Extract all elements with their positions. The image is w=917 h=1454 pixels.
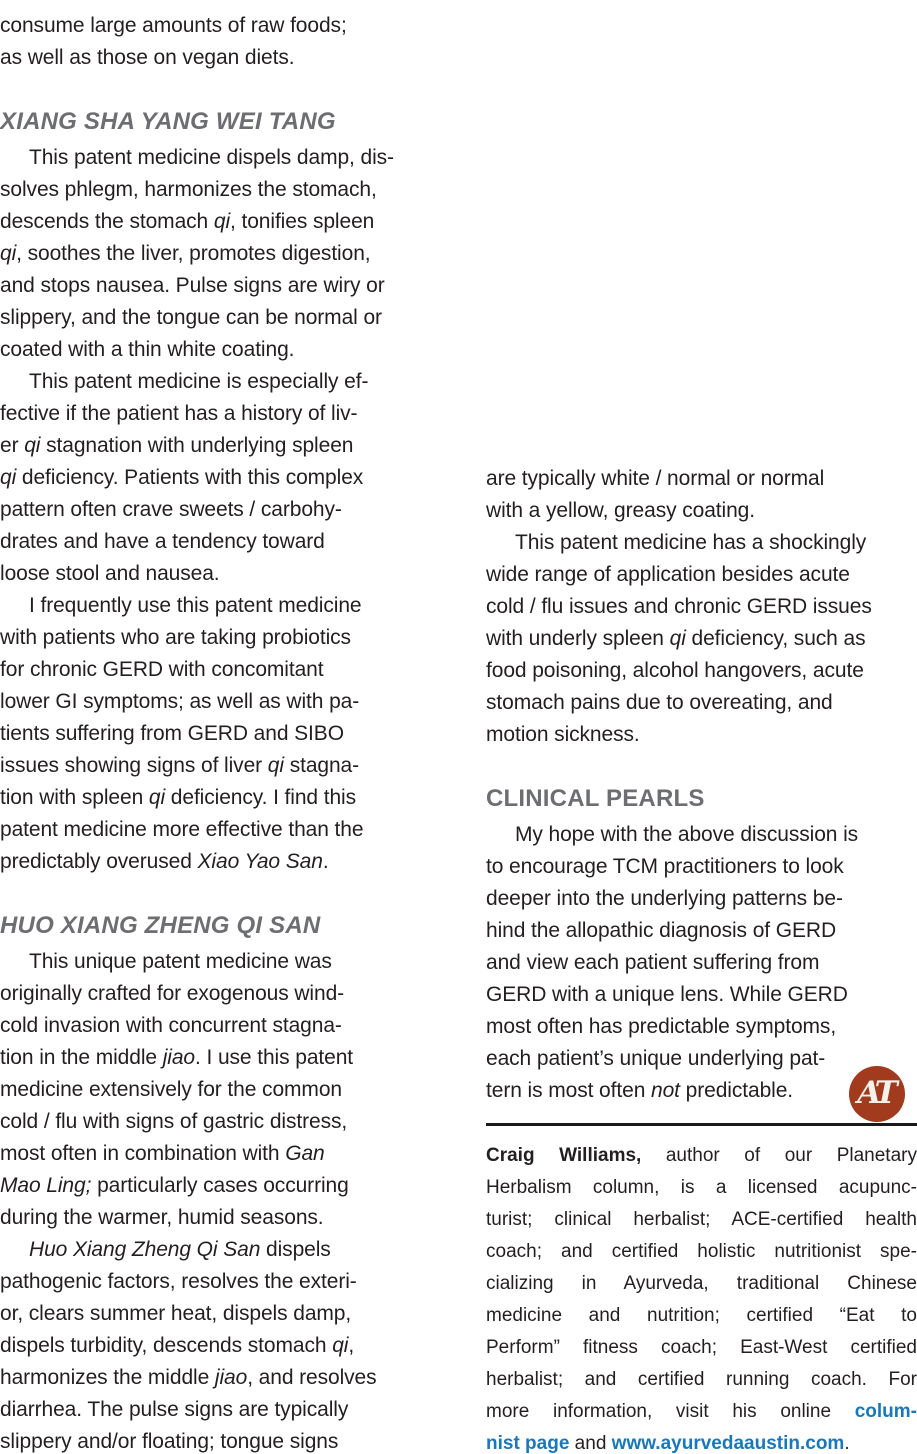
text-run: author of our Planetary <box>641 1145 917 1166</box>
paragraph-clinical-pearls <box>486 819 917 1107</box>
text-run: stagna- <box>283 754 360 777</box>
text-line <box>0 1010 436 1042</box>
text-line <box>486 655 917 687</box>
text-line <box>0 398 436 430</box>
text-run: , and resolves <box>247 1366 377 1389</box>
text-run: , tonifies spleen <box>230 210 375 233</box>
text-run: harmonizes the middle <box>0 1366 215 1389</box>
text-run: , <box>348 1334 355 1357</box>
text-line <box>0 750 436 782</box>
columnist-page-link[interactable]: colum- <box>854 1401 917 1422</box>
text-line <box>0 1234 436 1266</box>
text-line <box>486 1396 917 1428</box>
text-run: This patent medicine dispels damp, dis- <box>29 146 394 169</box>
text-line <box>0 526 436 558</box>
text-run: deficiency, such as <box>685 627 866 650</box>
text-line <box>486 1204 917 1236</box>
text-line <box>0 590 436 622</box>
italic-term: qi <box>148 786 166 809</box>
text-run: particularly cases occurring <box>91 1174 349 1197</box>
text-run: consume large amounts of raw foods; <box>0 14 347 37</box>
paragraph-xsywt-actions <box>0 142 436 366</box>
text-run: wide range of application besides acute <box>486 563 850 586</box>
text-line <box>0 1330 436 1362</box>
italic-term: Mao Ling; <box>0 1174 92 1197</box>
paragraph-hxzqs-origin <box>0 946 436 1234</box>
text-line <box>486 1300 917 1332</box>
ayurvedaaustin-website-link[interactable]: www.ayurvedaaustin.com <box>611 1433 845 1454</box>
text-run: coated with a thin white coating. <box>0 338 295 361</box>
text-line <box>0 558 436 590</box>
text-line <box>0 334 436 366</box>
paragraph-vegan-continuation <box>0 10 436 74</box>
text-line <box>486 463 917 495</box>
text-run: diarrhea. The pulse signs are typically <box>0 1398 349 1421</box>
italic-term: qi <box>267 754 284 777</box>
text-run: , soothes the liver, promotes digestion, <box>16 242 371 265</box>
text-run: and <box>569 1433 612 1454</box>
text-run: medicine and nutrition; certified “Eat to <box>486 1305 917 1326</box>
acupuncture-today-logo <box>849 1066 905 1122</box>
italic-term: qi <box>332 1334 349 1357</box>
italic-term: qi <box>0 466 17 489</box>
text-line <box>0 1106 436 1138</box>
text-run: or, clears summer heat, dispels damp, <box>0 1302 352 1325</box>
text-run: motion sickness. <box>486 723 640 746</box>
section-heading-xiang-sha-yang-wei-tang: XIANG SHA YANG WEI TANG <box>0 108 336 135</box>
text-line <box>0 1298 436 1330</box>
text-line <box>0 946 436 978</box>
text-run: cold invasion with concurrent stagna- <box>0 1014 342 1037</box>
text-line <box>0 494 436 526</box>
text-line <box>486 819 917 851</box>
text-run: solves phlegm, harmonizes the stomach, <box>0 178 377 201</box>
right-column <box>486 0 917 1454</box>
italic-term: qi <box>213 210 231 233</box>
italic-term: jiao <box>162 1046 195 1069</box>
text-line <box>0 206 436 238</box>
text-line <box>0 622 436 654</box>
text-line <box>0 366 436 398</box>
text-run: with a yellow, greasy coating. <box>486 499 755 522</box>
text-run: and stops nausea. Pulse signs are wiry or <box>0 274 385 297</box>
text-line <box>486 623 917 655</box>
text-line <box>486 527 917 559</box>
text-run: each patient’s unique underlying pat- <box>486 1047 826 1070</box>
text-run: and view each patient suffering from <box>486 951 820 974</box>
text-run: pathogenic factors, resolves the exteri- <box>0 1270 357 1293</box>
text-run: predictable. <box>679 1079 794 1102</box>
text-run: more information, visit his online <box>486 1401 855 1422</box>
text-run: GERD with a unique lens. While GERD <box>486 983 848 1006</box>
text-line <box>0 1426 436 1454</box>
text-run: to encourage TCM practitioners to look <box>486 855 844 878</box>
text-run: medicine extensively for the common <box>0 1078 342 1101</box>
text-line <box>0 302 436 334</box>
text-run: originally crafted for exogenous wind- <box>0 982 345 1005</box>
text-line <box>486 979 917 1011</box>
text-run: turist; clinical herbalist; ACE-certified health <box>486 1209 917 1230</box>
text-line <box>0 1138 436 1170</box>
text-line <box>0 782 436 814</box>
text-line <box>0 1362 436 1394</box>
italic-term: qi <box>0 242 17 265</box>
italic-term: Xiao Yao San <box>197 850 323 873</box>
text-run: stomach pains due to overeating, and <box>486 691 833 714</box>
text-line <box>0 654 436 686</box>
text-run: hind the allopathic diagnosis of GERD <box>486 919 837 942</box>
text-run: . I use this patent <box>195 1046 354 1069</box>
section-heading-huo-xiang-zheng-qi-san: HUO XIANG ZHENG QI SAN <box>0 912 321 939</box>
text-line <box>0 1170 436 1202</box>
text-line <box>0 42 436 74</box>
text-line <box>0 142 436 174</box>
text-line <box>486 1268 917 1300</box>
text-run: coach; and certified holistic nutritionist spe- <box>486 1241 917 1262</box>
text-run: . <box>322 850 329 873</box>
text-line <box>486 1043 917 1075</box>
text-run: . <box>844 1433 850 1454</box>
text-run: cold / flu with signs of gastric distress, <box>0 1110 348 1133</box>
text-run: dispels turbidity, descends stomach <box>0 1334 333 1357</box>
text-line <box>0 174 436 206</box>
paragraph-tongue-continuation <box>486 463 917 527</box>
text-line <box>486 947 917 979</box>
text-run: stagnation with underlying spleen <box>40 434 354 457</box>
bold-text: Craig Williams, <box>486 1145 642 1166</box>
text-line <box>486 1428 917 1454</box>
text-run: tion in the middle <box>0 1046 163 1069</box>
paragraph-xsywt-effectiveness <box>0 366 436 590</box>
text-line <box>486 883 917 915</box>
text-line <box>0 978 436 1010</box>
text-run: tients suffering from GERD and SIBO <box>0 722 344 745</box>
text-line <box>0 270 436 302</box>
text-run: cializing in Ayurveda, traditional Chinese <box>486 1273 917 1294</box>
text-run: deficiency. I find this <box>165 786 357 809</box>
text-run: Perform” fitness coach; East-West certified <box>486 1337 917 1358</box>
text-run: Herbalism column, is a licensed acupunc- <box>486 1177 917 1198</box>
text-line <box>0 686 436 718</box>
text-run: tion with spleen <box>0 786 149 809</box>
text-run: most often in combination with <box>0 1142 286 1165</box>
text-line <box>0 1074 436 1106</box>
paragraph-author-bio <box>486 1140 917 1454</box>
text-line <box>486 915 917 947</box>
text-run: This patent medicine has a shockingly <box>515 531 867 554</box>
text-line <box>486 1172 917 1204</box>
text-line <box>0 462 436 494</box>
text-line <box>0 1042 436 1074</box>
italic-term: qi <box>24 434 41 457</box>
text-line <box>0 10 436 42</box>
italic-term: not <box>651 1079 680 1102</box>
text-run: deficiency. Patients with this complex <box>16 466 364 489</box>
text-run: patent medicine more effective than the <box>0 818 364 841</box>
italic-term: jiao <box>214 1366 248 1389</box>
text-run: This patent medicine is especially ef- <box>29 370 369 393</box>
text-run: herbalist; and certified running coach. For <box>486 1369 917 1390</box>
text-line <box>0 718 436 750</box>
text-line <box>0 238 436 270</box>
text-run: predictably overused <box>0 850 198 873</box>
bio-divider-rule <box>486 1123 917 1126</box>
section-heading-clinical-pearls: CLINICAL PEARLS <box>486 785 705 812</box>
text-line <box>486 719 917 751</box>
text-line <box>486 1140 917 1172</box>
text-run: er <box>0 434 25 457</box>
logo-monogram: AT <box>857 1075 893 1111</box>
text-run: drates and have a tendency toward <box>0 530 325 553</box>
text-run: slippery, and the tongue can be normal or <box>0 306 382 329</box>
text-run: most often has predictable symptoms, <box>486 1015 837 1038</box>
paragraph-hxzqs-actions <box>0 1234 436 1454</box>
text-line <box>486 591 917 623</box>
text-run: This unique patent medicine was <box>29 950 332 973</box>
text-run: descends the stomach <box>0 210 214 233</box>
paragraph-hxzqs-applications <box>486 527 917 751</box>
text-run: food poisoning, alcohol hangovers, acute <box>486 659 864 682</box>
text-run: are typically white / normal or normal <box>486 467 825 490</box>
text-run: dispels <box>260 1238 331 1261</box>
text-run: My hope with the above discussion is <box>515 823 859 846</box>
text-line <box>486 495 917 527</box>
text-run: with underly spleen <box>486 627 670 650</box>
text-line <box>0 1266 436 1298</box>
text-run: loose stool and nausea. <box>0 562 220 585</box>
text-run: for chronic GERD with concomitant <box>0 658 324 681</box>
text-run: during the warmer, humid seasons. <box>0 1206 324 1229</box>
text-run: as well as those on vegan diets. <box>0 46 295 69</box>
text-run: lower GI symptoms; as well as with pa- <box>0 690 360 713</box>
text-line <box>486 1332 917 1364</box>
text-run: fective if the patient has a history of liv- <box>0 402 358 425</box>
text-line <box>486 851 917 883</box>
text-line <box>0 1202 436 1234</box>
italic-term: Gan <box>285 1142 325 1165</box>
left-column <box>0 0 436 1454</box>
text-line <box>486 687 917 719</box>
text-line <box>486 1011 917 1043</box>
columnist-page-link[interactable]: nist page <box>486 1433 570 1454</box>
text-line <box>486 1364 917 1396</box>
text-run: slippery and/or floating; tongue signs <box>0 1430 339 1453</box>
text-run: with patients who are taking probiotics <box>0 626 351 649</box>
paragraph-xsywt-usage <box>0 590 436 878</box>
text-line <box>486 1236 917 1268</box>
text-line <box>0 814 436 846</box>
text-run: pattern often crave sweets / carbohy- <box>0 498 342 521</box>
text-line <box>0 430 436 462</box>
text-run: I frequently use this patent medicine <box>29 594 362 617</box>
text-run: cold / flu issues and chronic GERD issues <box>486 595 872 618</box>
italic-term: Huo Xiang Zheng Qi San <box>29 1238 261 1261</box>
text-run: issues showing signs of liver <box>0 754 268 777</box>
text-run: deeper into the underlying patterns be- <box>486 887 843 910</box>
text-run: tern is most often <box>486 1079 652 1102</box>
text-line <box>486 559 917 591</box>
text-line <box>0 1394 436 1426</box>
italic-term: qi <box>669 627 686 650</box>
text-line <box>0 846 436 878</box>
